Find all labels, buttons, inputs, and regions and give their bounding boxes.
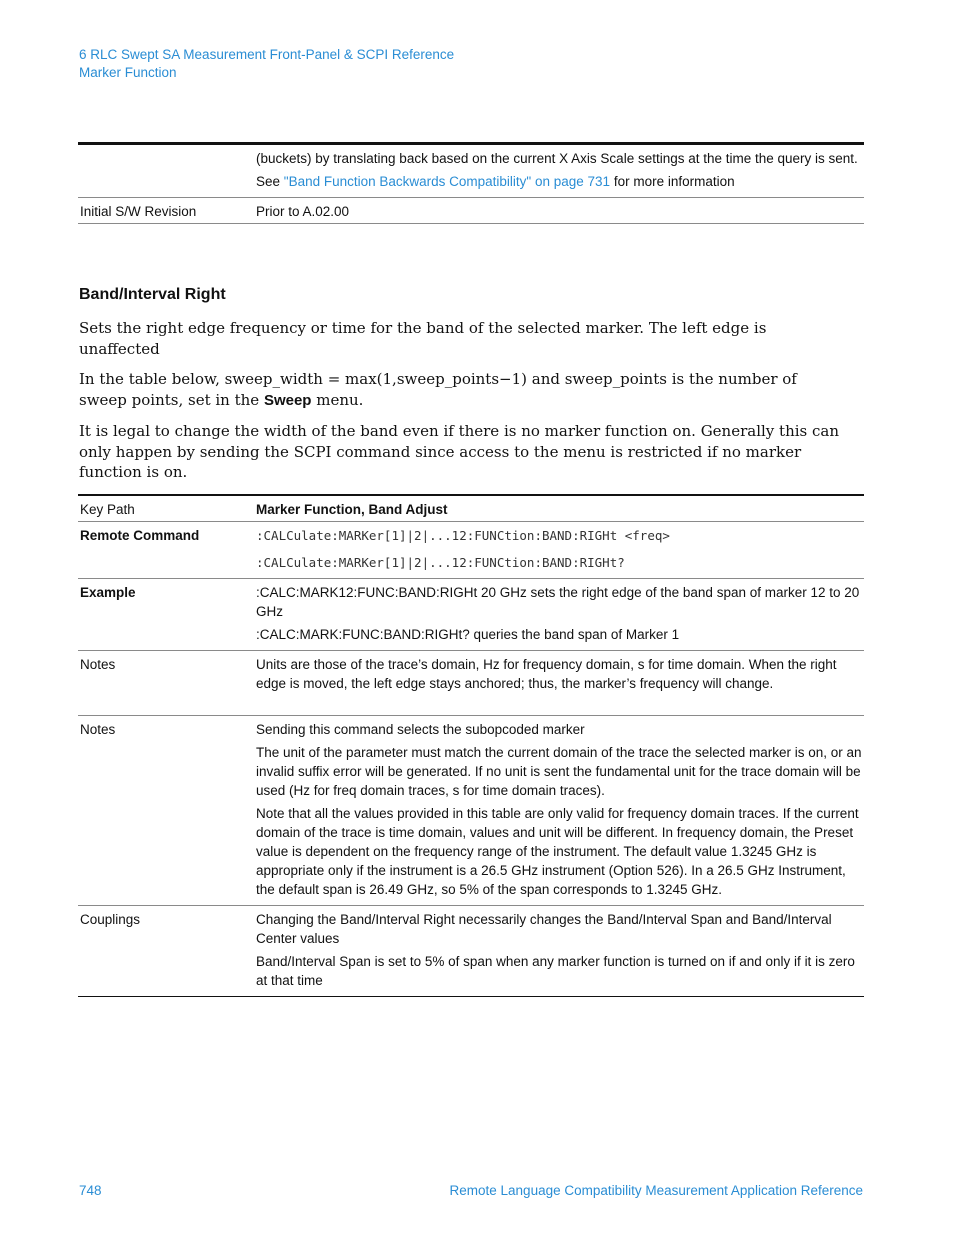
table-row bbox=[78, 144, 864, 198]
remote-command-cell bbox=[254, 522, 864, 579]
see-suffix: for more information bbox=[610, 174, 735, 189]
notes-label: Notes bbox=[78, 651, 254, 716]
couplings-label: Couplings bbox=[78, 906, 254, 997]
notes-unit: The unit of the parameter must match the current domain of the trace the selected marker is on, or an invalid suffix error will be generated. If no unit is sent the fundamental unit for the trace domain will be used (Hz for freq domain traces, s for time domain traces). bbox=[256, 745, 862, 798]
table-row bbox=[78, 906, 864, 997]
key-path-label: Key Path bbox=[78, 495, 254, 522]
notes-text: Units are those of the trace’s domain, Hz for frequency domain, s for time domain. When the right edge is moved, the left edge stays anchored; thus, the marker’s frequency will change. bbox=[254, 651, 864, 716]
table-row bbox=[78, 651, 864, 716]
document-title: Remote Language Compatibility Measurement Application Reference bbox=[449, 1183, 863, 1198]
example-cell bbox=[254, 579, 864, 651]
table-row bbox=[78, 495, 864, 522]
table-row bbox=[78, 716, 864, 906]
couplings-cell bbox=[254, 906, 864, 997]
continuation-table bbox=[78, 142, 864, 224]
table-cell-value bbox=[254, 144, 864, 198]
see-also-line bbox=[256, 172, 862, 191]
sweep-menu-name: Sweep bbox=[263, 391, 312, 409]
revision-label: Initial S/W Revision bbox=[78, 198, 254, 224]
table-row bbox=[78, 522, 864, 579]
example-query: :CALC:MARK:FUNC:BAND:RIGHt? queries the band span of Marker 1 bbox=[256, 627, 680, 642]
example-label: Example bbox=[78, 579, 254, 651]
intro-paragraph: Sets the right edge frequency or time for the band of the selected marker. The left edge is unaffected bbox=[79, 319, 767, 358]
running-header bbox=[79, 46, 454, 82]
section-name: Marker Function bbox=[79, 65, 177, 80]
cross-reference-link[interactable]: "Band Function Backwards Compatibility" on page 731 bbox=[283, 174, 611, 189]
see-prefix: See bbox=[256, 174, 284, 189]
legal-paragraph: It is legal to change the width of the band even if there is no marker function on. Generally this can only happen by sending the SCPI command since access to the menu is restricted if no marker function is on. bbox=[79, 422, 840, 481]
command-table bbox=[78, 494, 864, 997]
sweep-text: In the table below, sweep_width = max(1,sweep_points−1) and sweep_points is the number of sweep points, set in the bbox=[79, 370, 797, 409]
example-set: :CALC:MARK12:FUNC:BAND:RIGHt 20 GHz sets the right edge of the band span of marker 12 to 20 GHz bbox=[256, 585, 860, 619]
chapter-title: 6 RLC Swept SA Measurement Front-Panel & SCPI Reference bbox=[79, 47, 455, 62]
key-path-value: Marker Function, Band Adjust bbox=[254, 495, 864, 522]
sweep-paragraph bbox=[79, 369, 849, 411]
remote-command-set: :CALCulate:MARKer[1]|2|...12:FUNCtion:BAND:RIGHt <freq> bbox=[256, 528, 670, 543]
page-number: 748 bbox=[79, 1183, 102, 1198]
section-heading: Band/Interval Right bbox=[79, 286, 226, 303]
remote-command-query: :CALCulate:MARKer[1]|2|...12:FUNCtion:BAND:RIGHt? bbox=[256, 555, 625, 570]
remote-command-label: Remote Command bbox=[78, 522, 254, 579]
table-cell-key bbox=[78, 144, 254, 198]
couplings-text-2: Band/Interval Span is set to 5% of span when any marker function is turned on if and only if it is zero at that time bbox=[256, 954, 855, 988]
continuation-text: (buckets) by translating back based on the current X Axis Scale settings at the time the query is sent. bbox=[256, 151, 858, 166]
sweep-text-end: menu. bbox=[311, 390, 364, 409]
table-row bbox=[78, 198, 864, 224]
notes-cell bbox=[254, 716, 864, 906]
revision-value: Prior to A.02.00 bbox=[254, 198, 864, 224]
notes-domain: Note that all the values provided in this table are only valid for frequency domain traces. If the current domain of the trace is time domain, values and unit will be different. In frequency domain, the Preset value is dependent on the frequency range of the instrument. The default value 1.3245 GHz is appropriate only if the instrument is a 26.5 GHz instrument (Option 526). In a 26.5 GHz Instrument, the default span is 26.49 GHz, so 5% of the span corresponds to 1.3245 GHz. bbox=[256, 806, 859, 897]
notes-label: Notes bbox=[78, 716, 254, 906]
notes-subopcode: Sending this command selects the subopcoded marker bbox=[256, 722, 585, 737]
table-row bbox=[78, 579, 864, 651]
couplings-text-1: Changing the Band/Interval Right necessarily changes the Band/Interval Span and Band/Interval Center values bbox=[256, 912, 832, 946]
